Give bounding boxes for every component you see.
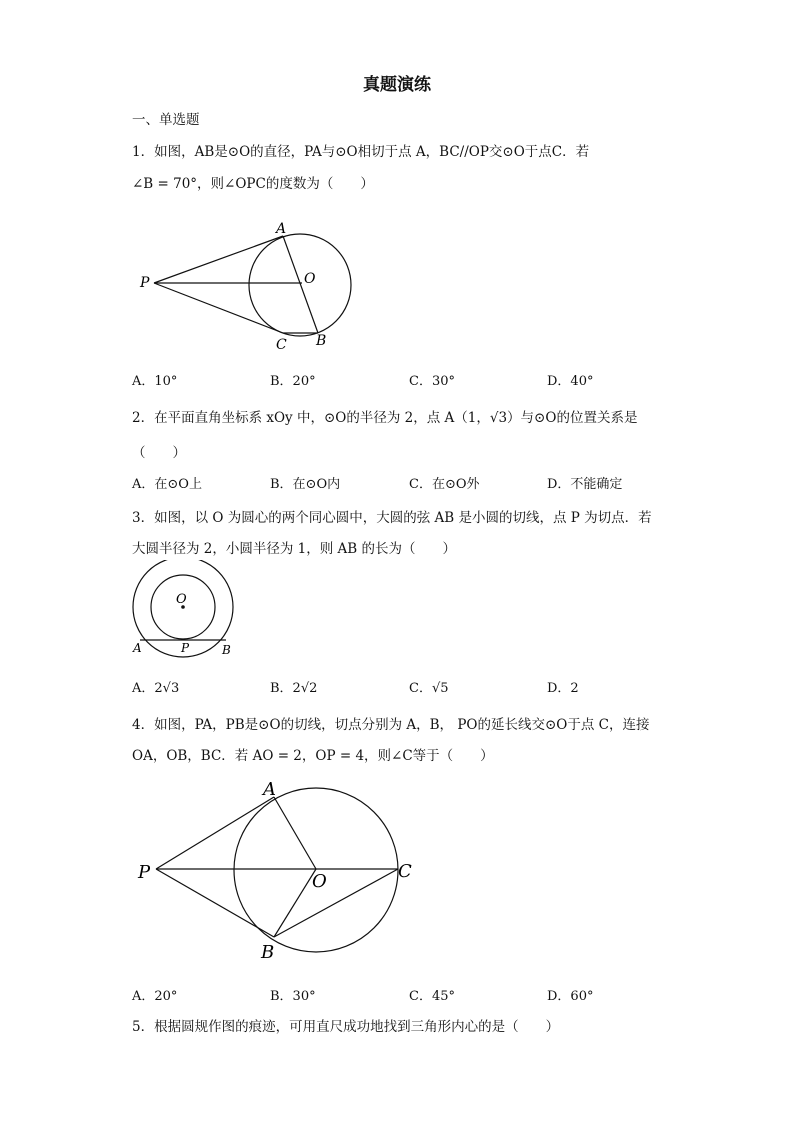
q4-option-a: A．20°	[132, 989, 178, 1004]
q4-option-b: B．30°	[270, 989, 316, 1004]
q1-label-o: O	[304, 271, 316, 287]
q5-text-line1: 5．根据圆规作图的痕迹，可用直尺成功地找到三角形内心的是（ ）	[132, 1019, 560, 1035]
section-heading: 一、单选题	[132, 112, 200, 128]
q1-label-c: C	[276, 337, 287, 353]
q2-text-line1: 2．在平面直角坐标系 xOy 中，⊙O的半径为 2，点 A（1，√3）与⊙O的位置关系是	[132, 410, 638, 426]
q3-option-c: C．√5	[409, 681, 449, 696]
q3-label-p: P	[181, 641, 190, 655]
q1-text-line2: ∠B = 70°，则∠OPC的度数为（ ）	[132, 176, 374, 192]
q4-text-line1: 4．如图，PA，PB是⊙O的切线，切点分别为 A，B， PO的延长线交⊙O于点 C，连接	[132, 717, 650, 733]
q2-text-line2: （ ）	[132, 445, 186, 461]
q1-option-d: D．40°	[547, 374, 594, 389]
q4-figure	[130, 775, 420, 970]
q4-label-c: C	[398, 861, 412, 882]
q1-option-b: B．20°	[270, 374, 316, 389]
q4-label-b: B	[261, 942, 275, 963]
q3-figure	[130, 560, 240, 665]
q1-label-a: A	[276, 221, 287, 237]
q3-text-line1: 3．如图，以 O 为圆心的两个同心圆中，大圆的弦 AB 是小圆的切线，点 P 为切点．若	[132, 510, 652, 526]
q1-text-line1: 1．如图，AB是⊙O的直径，PA与⊙O相切于点 A，BC//OP交⊙O于点C．若	[132, 144, 590, 160]
q3-label-o: O	[176, 592, 187, 607]
q4-label-a: A	[263, 779, 276, 800]
q3-label-b: B	[222, 643, 231, 657]
q4-label-o: O	[312, 871, 327, 892]
q3-option-d: D．2	[547, 681, 579, 696]
q3-text-line2: 大圆半径为 2，小圆半径为 1，则 AB 的长为（ ）	[132, 541, 457, 557]
q1-label-b: B	[316, 333, 327, 349]
q2-option-b: B．在⊙O内	[270, 477, 341, 492]
q2-option-a: A．在⊙O上	[132, 477, 202, 492]
q3-option-b: B．2√2	[270, 681, 318, 696]
q4-option-c: C．45°	[409, 989, 455, 1004]
q1-figure	[130, 215, 370, 360]
q4-option-d: D．60°	[547, 989, 594, 1004]
q3-label-a: A	[133, 641, 142, 655]
q4-label-p: P	[138, 862, 151, 883]
q1-label-p: P	[140, 275, 150, 291]
q3-option-a: A．2√3	[132, 681, 180, 696]
q1-option-c: C．30°	[409, 374, 455, 389]
page-title: 真题演练	[363, 75, 431, 95]
q2-option-c: C．在⊙O外	[409, 477, 480, 492]
q1-option-a: A．10°	[132, 374, 178, 389]
q2-option-d: D．不能确定	[547, 477, 623, 492]
q4-text-line2: OA，OB，BC．若 AO = 2，OP = 4，则∠C等于（ ）	[132, 748, 494, 764]
